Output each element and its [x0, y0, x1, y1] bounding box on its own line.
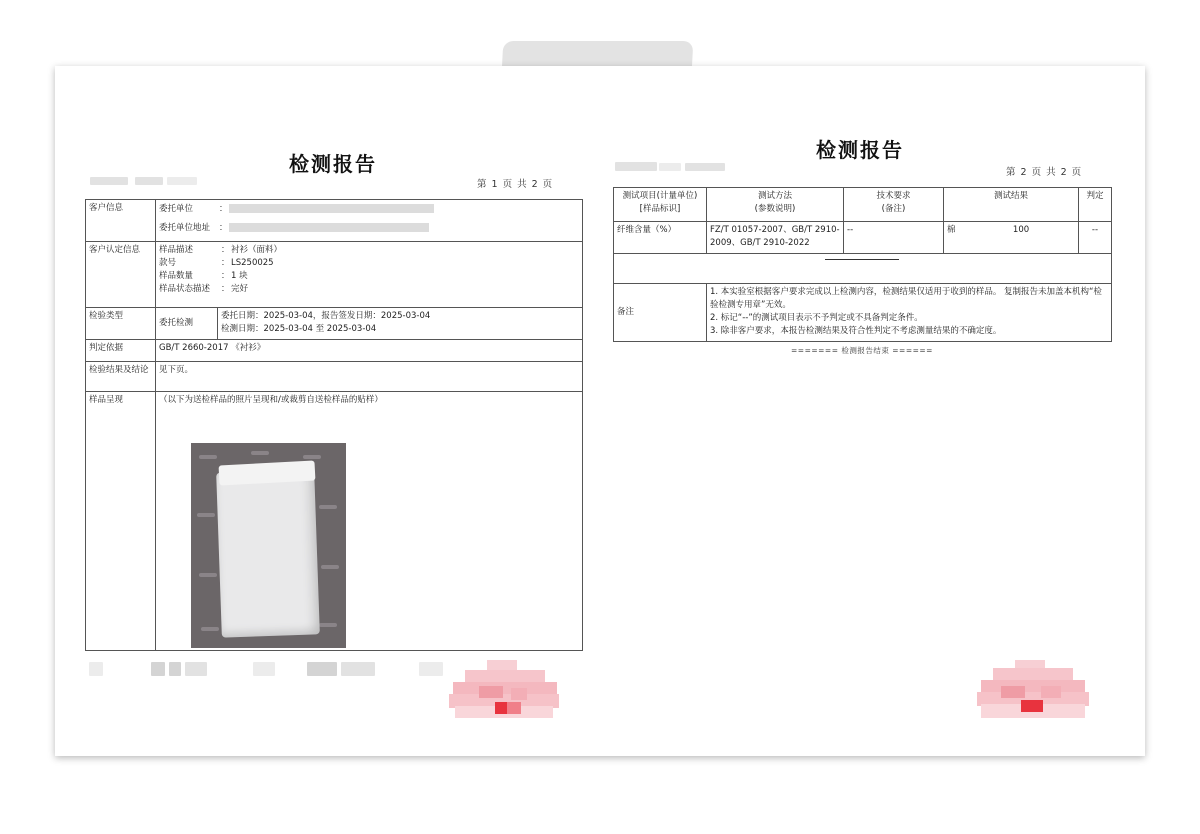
footer-redacted [253, 662, 275, 676]
inspection-dates-cell [218, 308, 583, 340]
conclusion-row [86, 362, 583, 392]
style-no-colon: ： [221, 258, 230, 268]
customer-confirmed-cell [156, 242, 583, 308]
row-fiber-name: 棉 [947, 225, 956, 235]
inspection-dates-line2: 检测日期：2025-03-04 至 2025-03-04 [221, 324, 377, 334]
entrusting-address-label: 委托单位地址 [159, 223, 211, 233]
customer-confirmed-row [86, 242, 583, 308]
report-sheet [55, 66, 1145, 756]
entrusting-address-redacted [229, 223, 429, 232]
page2-page-indicator: 第 2 页 共 2 页 [1006, 167, 1083, 178]
sample-photo-image [191, 443, 346, 648]
row-requirement: -- [844, 222, 944, 254]
inspection-type-value: 委托检测 [156, 308, 218, 340]
entrusting-unit-colon: ： [219, 204, 228, 214]
customer-confirmed-label: 客户认定信息 [86, 242, 156, 308]
quantity-label: 样品数量 [159, 271, 194, 281]
notes-cell [707, 284, 1112, 342]
quantity-colon: ： [221, 271, 230, 281]
col-test-method-sub: (参数说明) [754, 204, 796, 214]
report-number-redacted-3 [685, 163, 725, 171]
page2-title: 检测报告 [816, 138, 904, 162]
report-number-redacted [615, 162, 657, 171]
col-requirement [844, 188, 944, 222]
col-test-item [614, 188, 707, 222]
separator-row [614, 254, 1112, 284]
table-row [614, 222, 1112, 254]
judgement-basis-row [86, 340, 583, 362]
page1-page-indicator: 第 1 页 共 2 页 [477, 179, 554, 190]
col-test-method [707, 188, 844, 222]
col-judge: 判定 [1079, 188, 1112, 222]
col-test-method-label: 测试方法 [757, 191, 792, 201]
style-no-value: LS250025 [231, 258, 274, 268]
report-page-2 [613, 66, 1115, 756]
inspection-dates-line1: 委托日期：2025-03-04，报告签发日期：2025-03-04 [221, 311, 431, 321]
sample-state-value: 完好 [231, 284, 249, 294]
quantity-value: 1 块 [231, 271, 248, 281]
separator-rule [825, 259, 899, 260]
test-results-table [613, 187, 1112, 342]
footer-redacted [185, 662, 207, 676]
sample-desc-colon: ： [221, 245, 230, 255]
row-result-value: 100 [1012, 225, 1030, 235]
watermark-mark [201, 627, 219, 631]
row-result-cell [944, 222, 1079, 254]
watermark-mark [303, 455, 321, 459]
sample-photo-caption: （以下为送检样品的照片呈现和/或裁剪自送检样品的贴样） [156, 392, 583, 651]
note-item-1: 1. 本实验室根据客户要求完成以上检测内容，检测结果仅适用于收到的样品。 复制报告未加盖本机构“检验检测专用章”无效。 [710, 287, 1102, 310]
watermark-mark [197, 513, 215, 517]
report-number-redacted-2 [659, 163, 681, 171]
row-test-method: FZ/T 01057-2007、GB/T 2910-2009、GB/T 2910-2022 [707, 222, 844, 254]
sample-desc-value: 衬衫（面料） [231, 245, 283, 255]
report-number-redacted-3 [167, 177, 197, 185]
footer-redacted [89, 662, 103, 676]
footer-redacted [151, 662, 165, 676]
report-end-marker: ======= 检测报告结束 ====== [791, 346, 933, 355]
entrusting-address-colon: ： [219, 223, 228, 233]
footer-redacted [307, 662, 337, 676]
notes-label: 备注 [614, 284, 707, 342]
col-requirement-sub: (备注) [881, 204, 906, 214]
entrusting-unit-label: 委托单位 [159, 204, 194, 214]
separator-cell [614, 254, 1112, 284]
official-seal-stamp [449, 660, 559, 718]
page1-title: 检测报告 [289, 152, 377, 176]
sample-state-colon: ： [221, 284, 230, 294]
col-test-item-label: 测试项目(计量单位) [622, 191, 698, 201]
official-seal-stamp [977, 660, 1089, 718]
note-item-2: 2. 标记“--”的测试项目表示不予判定或不具备判定条件。 [710, 313, 923, 323]
watermark-mark [319, 505, 337, 509]
customer-info-label: 客户信息 [86, 200, 156, 242]
col-requirement-label: 技术要求 [876, 191, 911, 201]
col-result: 测试结果 [944, 188, 1079, 222]
watermark-mark [321, 565, 339, 569]
watermark-mark [199, 573, 217, 577]
row-test-item: 纤维含量（%） [614, 222, 707, 254]
inspection-type-row [86, 308, 583, 340]
sample-photo-label: 样品呈现 [86, 392, 156, 651]
judgement-basis-value: GB/T 2660-2017 《衬衫》 [156, 340, 583, 362]
report-page-1 [85, 66, 585, 756]
watermark-mark [251, 451, 269, 455]
customer-info-row [86, 200, 583, 242]
footer-redacted [341, 662, 375, 676]
style-no-label: 款号 [159, 258, 177, 268]
sample-desc-label: 样品描述 [159, 245, 194, 255]
results-header-row [614, 188, 1112, 222]
footer-redacted [419, 662, 443, 676]
sample-state-label: 样品状态描述 [159, 284, 211, 294]
col-test-item-sub: [样品标识] [639, 204, 681, 214]
report-number-redacted-2 [135, 177, 163, 185]
fabric-sample [216, 469, 320, 637]
notes-row [614, 284, 1112, 342]
note-item-3: 3. 除非客户要求，本报告检测结果及符合性判定不考虑测量结果的不确定度。 [710, 326, 1002, 336]
judgement-basis-label: 判定依据 [86, 340, 156, 362]
watermark-mark [319, 623, 337, 627]
report-number-redacted [90, 177, 128, 185]
conclusion-value: 见下页。 [156, 362, 583, 392]
row-judge: -- [1079, 222, 1112, 254]
conclusion-label: 检验结果及结论 [86, 362, 156, 392]
footer-redacted [169, 662, 181, 676]
watermark-mark [199, 455, 217, 459]
inspection-type-label: 检验类型 [86, 308, 156, 340]
customer-info-cell [156, 200, 583, 242]
entrusting-unit-redacted [229, 204, 434, 213]
